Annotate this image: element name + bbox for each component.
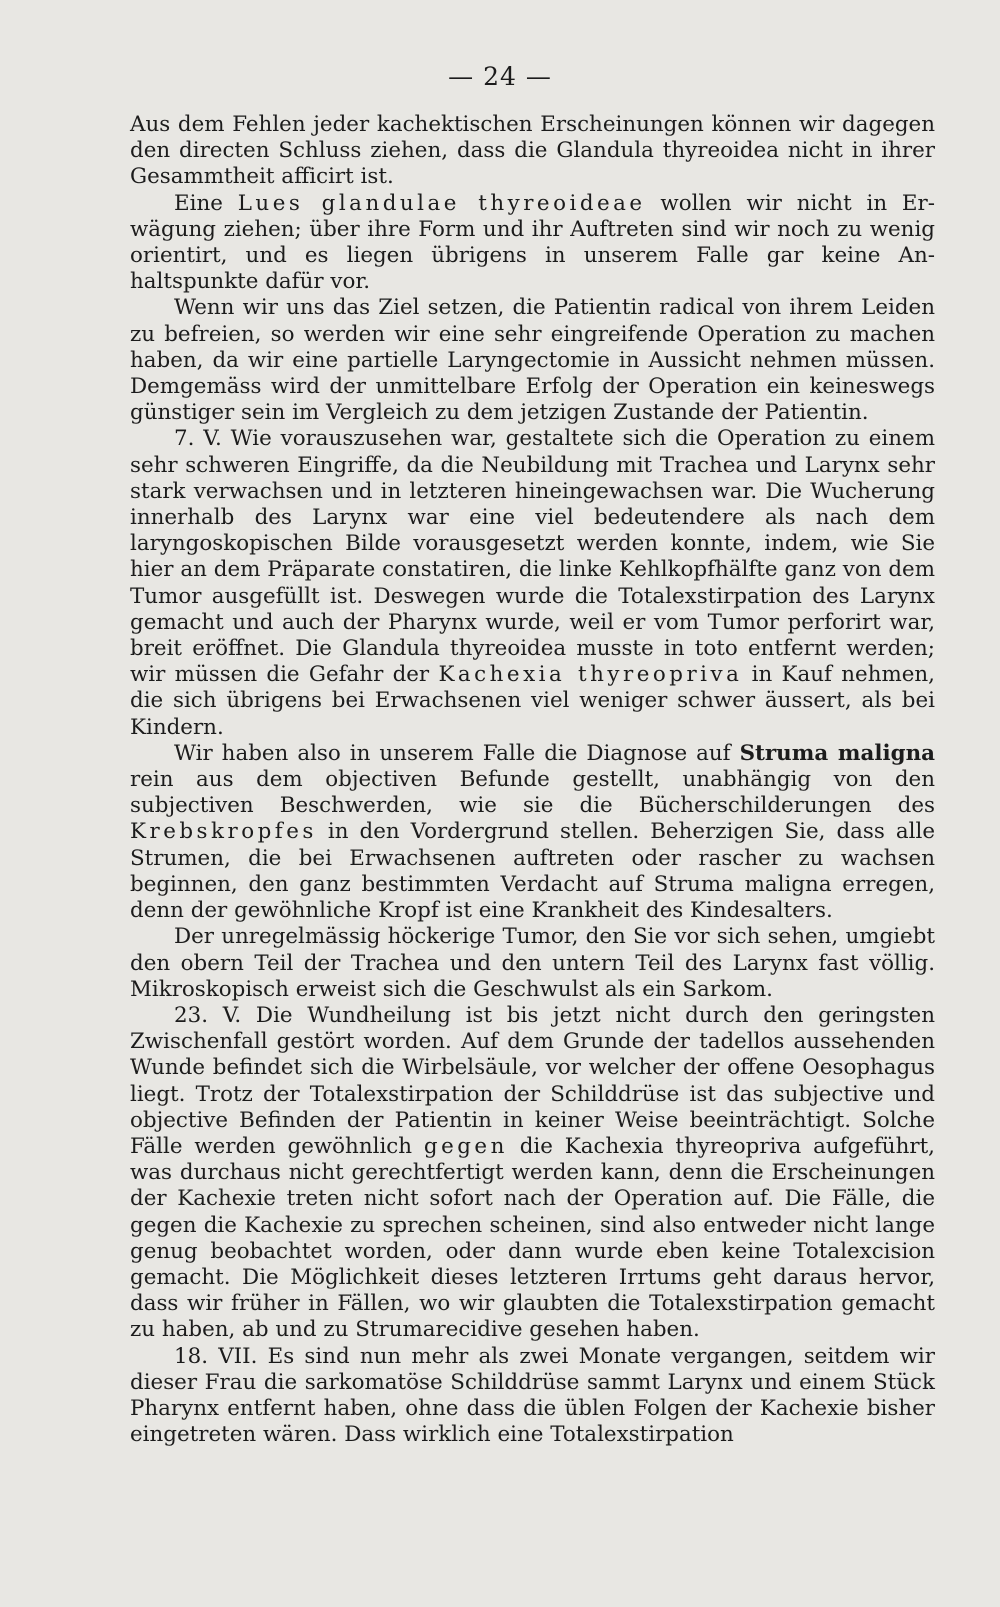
text-segment: in den Vordergrund stellen. Beherzigen Sie, dass alle Strumen, die bei Erwachsenen auftreten oder rascher zu wachsen beginnen, den ganz bestimmten Verdacht auf Struma maligna erregen, denn der gewöhnliche Kropf ist eine Krankheit des Kindesalters. bbox=[130, 819, 935, 924]
text-segment: 18. VII. Es sind nun mehr als zwei Monate vergangen, seitdem wir dieser Frau die sarkomatöse Schilddrüse sammt Larynx und einem Stück Pharynx entfernt haben, ohne dass die üblen Folgen der Kachexie bisher eingetreten wären. Dass wirklich eine Totalexstirpation bbox=[130, 1343, 935, 1448]
text-segment: rein aus dem objectiven Befunde gestellt, unabhängig von den subjectiven Beschwerden, wie sie die Bücherschilderungen des bbox=[130, 767, 935, 819]
paragraph bbox=[130, 1003, 935, 1344]
text-segment: die Kachexia thyreopriva aufgeführt, was durchaus nicht gerechtfertigt werden kann, denn die Erscheinungen der Kachexie treten nicht sofort nach der Operation auf. Die Fälle, die gegen die Kachexie zu sprechen scheinen, sind also entweder nicht lange genug beobachtet worden, oder dann wurde eben keine Totalexcision gemacht. Die Möglichkeit dieses letzteren Irrtums geht daraus hervor, dass wir früher in Fällen, wo wir glaubten die Totalexstirpation gemacht zu haben, ab und zu Strumarecidive gesehen haben. bbox=[130, 1133, 935, 1343]
emphasized-text: Krebskropfes bbox=[130, 819, 317, 845]
bold-text: Struma maligna bbox=[739, 740, 935, 766]
paragraph bbox=[130, 741, 935, 924]
body-text bbox=[130, 112, 935, 1448]
text-segment: wollen wir nicht in Erwägung ziehen; über ihre Form und ihr Auftreten sind wir noch zu wenig orientirt, und es liegen übrigens in unserem Falle gar keine Anhaltspunkte dafür vor. bbox=[130, 190, 935, 295]
paragraph bbox=[130, 112, 935, 191]
paragraph bbox=[130, 426, 935, 740]
text-segment: 7. V. Wie vorauszusehen war, gestaltete sich die Operation zu einem sehr schweren Eingriffe, da die Neubildung mit Trachea und Larynx sehr stark verwachsen und in letzteren hineingewachsen war. Die Wucherung innerhalb des Larynx war eine viel bedeutendere als nach dem laryngoskopischen Bilde vorausgesetzt werden konnte, indem, wie Sie hier an dem Präparate constatiren, die linke Kehlkopfhälfte ganz von dem Tumor ausgefüllt ist. Deswegen wurde die Totalexstirpation des Larynx gemacht und auch der Pharynx wurde, weil er vom Tumor perforirt war, breit eröffnet. Die Glandula thyreoidea musste in toto entfernt werden; wir müssen die Gefahr der bbox=[130, 426, 935, 688]
text-segment: Wenn wir uns das Ziel setzen, die Patientin radical von ihrem Leiden zu befreien, so werden wir eine sehr eingreifende Operation zu machen haben, da wir eine partielle Laryngectomie in Aussicht nehmen müssen. Demgemäss wird der unmittelbare Erfolg der Operation ein keineswegs günstiger sein im Vergleich zu dem jetzigen Zustande der Patientin. bbox=[130, 295, 935, 426]
paragraph bbox=[130, 295, 935, 426]
paragraph bbox=[130, 191, 935, 296]
text-segment: Wir haben also in unserem Falle die Diagnose auf bbox=[174, 740, 740, 766]
text-segment: Aus dem Fehlen jeder kachektischen Erscheinungen können wir dagegen den directen Schluss ziehen, dass die Glandula thyreoidea nicht in ihrer Gesammtheit afficirt ist. bbox=[130, 112, 935, 190]
text-segment: 23. V. Die Wundheilung ist bis jetzt nicht durch den geringsten Zwischenfall gestört worden. Auf dem Grunde der tadellos aussehenden Wunde befindet sich die Wirbelsäule, vor welcher der offene Oesophagus liegt. Trotz der Totalexstirpation der Schilddrüse ist das subjective und objective Befinden der Patientin in keiner Weise beeinträchtigt. Solche Fälle werden gewöhnlich bbox=[130, 1002, 935, 1159]
emphasized-text: gegen bbox=[423, 1133, 508, 1159]
emphasized-text: Kachexia thyreopriva bbox=[438, 662, 743, 688]
paragraph bbox=[130, 924, 935, 1003]
emphasized-text: Lues glandulae thyreoideae bbox=[237, 190, 646, 216]
text-segment: Der unregelmässig höckerige Tumor, den Sie vor sich sehen, umgiebt den obern Teil der Trachea und den untern Teil des Larynx fast völlig. Mikroskopisch erweist sich die Geschwulst als ein Sarkom. bbox=[130, 924, 935, 1002]
text-segment: in Kauf nehmen, die sich übrigens bei Erwachsenen viel weniger schwer äussert, als bei Kindern. bbox=[130, 662, 935, 740]
page-number: — 24 — bbox=[448, 62, 552, 91]
paragraph bbox=[130, 1344, 935, 1449]
text-segment: Eine bbox=[174, 190, 238, 216]
